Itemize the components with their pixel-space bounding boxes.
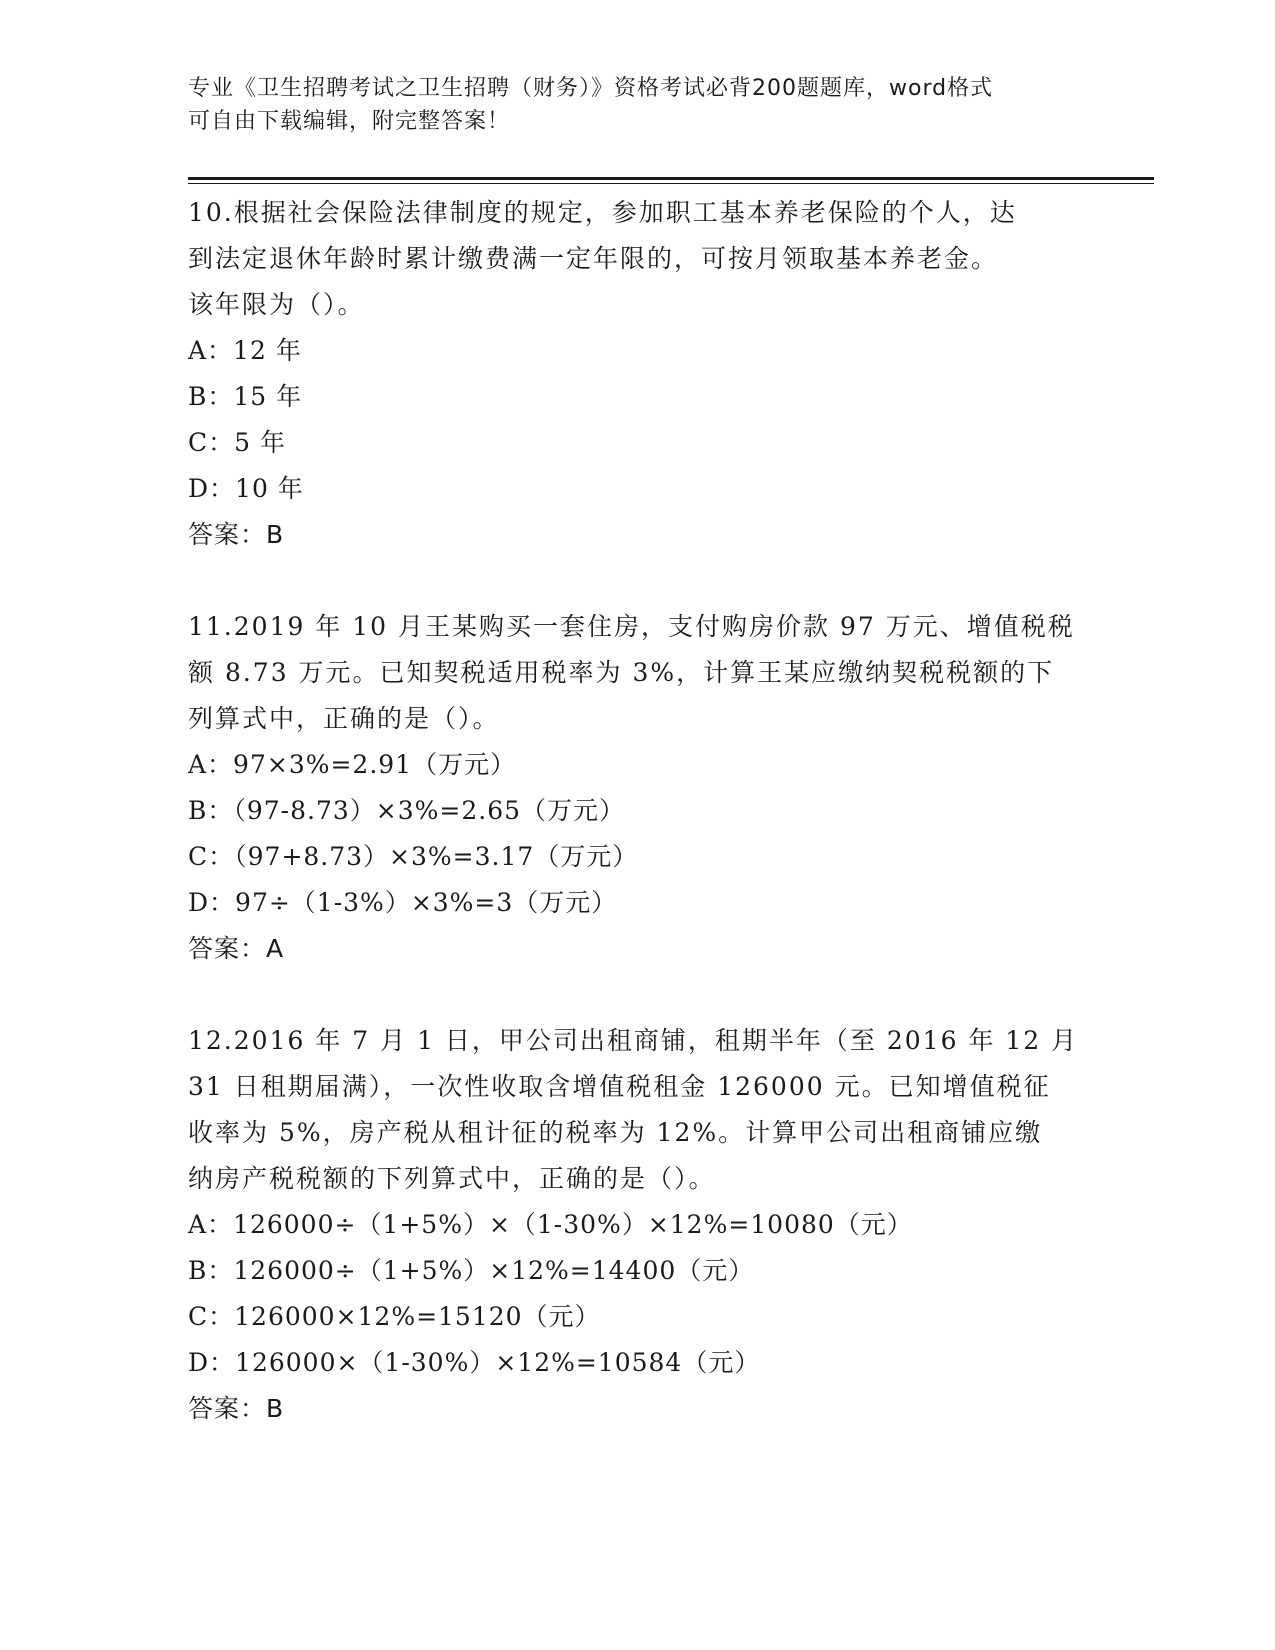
option-a: A：126000÷（1+5%）×（1-30%）×12%=10080（元） [188, 1210, 913, 1239]
answer-line: 答案：B [188, 1394, 285, 1423]
option-b: B：15 年 [188, 382, 303, 411]
answer-line: 答案：B [188, 520, 285, 549]
header-line-2: 可自由下载编辑，附完整答案！ [188, 109, 511, 134]
question-12 [188, 1018, 1088, 1432]
option-c: C：（97+8.73）×3%=3.17（万元） [188, 842, 639, 871]
stem-line: 11.2019 年 10 月王某购买一套住房，支付购房价款 97 万元、增值税税 [188, 612, 1075, 641]
header-rule-thick [188, 177, 1154, 180]
stem-line: 该年限为（）。 [188, 290, 365, 319]
question-stem [188, 604, 1088, 742]
option-d: D：126000×（1-30%）×12%=10584（元） [188, 1348, 761, 1377]
option-c: C：126000×12%=15120（元） [188, 1302, 601, 1331]
header-line-1: 专业《卫生招聘考试之卫生招聘（财务）》资格考试必背200题题库，word格式 [188, 76, 994, 101]
question-stem [188, 190, 1088, 328]
option-a: A：97×3%=2.91（万元） [188, 750, 517, 779]
stem-line: 额 8.73 万元。已知契税适用税率为 3%，计算王某应缴纳契税税额的下 [188, 658, 1055, 687]
option-b: B：（97-8.73）×3%=2.65（万元） [188, 796, 626, 825]
stem-line: 31 日租期届满），一次性收取含增值税租金 126000 元。已知增值税征 [188, 1072, 1051, 1101]
answer-line: 答案：A [188, 934, 285, 963]
option-a: A：12 年 [188, 336, 302, 365]
option-d: D：10 年 [188, 474, 304, 503]
header-rule-thin [188, 183, 1154, 184]
option-d: D：97÷（1-3%）×3%=3（万元） [188, 888, 618, 917]
document-header [188, 72, 1068, 138]
stem-line: 到法定退休年龄时累计缴费满一定年限的，可按月领取基本养老金。 [188, 244, 999, 273]
stem-line: 列算式中，正确的是（）。 [188, 704, 500, 733]
stem-line: 12.2016 年 7 月 1 日，甲公司出租商铺，租期半年（至 2016 年 12 月 [188, 1026, 1079, 1055]
question-stem [188, 1018, 1088, 1202]
question-11 [188, 604, 1088, 972]
stem-line: 收率为 5%，房产税从租计征的税率为 12%。计算甲公司出租商铺应缴 [188, 1118, 1043, 1147]
stem-line: 10.根据社会保险法律制度的规定，参加职工基本养老保险的个人，达 [188, 198, 1017, 227]
option-b: B：126000÷（1+5%）×12%=14400（元） [188, 1256, 755, 1285]
option-c: C：5 年 [188, 428, 286, 457]
question-list [188, 190, 1088, 1478]
stem-line: 纳房产税税额的下列算式中，正确的是（）。 [188, 1164, 716, 1193]
question-10 [188, 190, 1088, 558]
